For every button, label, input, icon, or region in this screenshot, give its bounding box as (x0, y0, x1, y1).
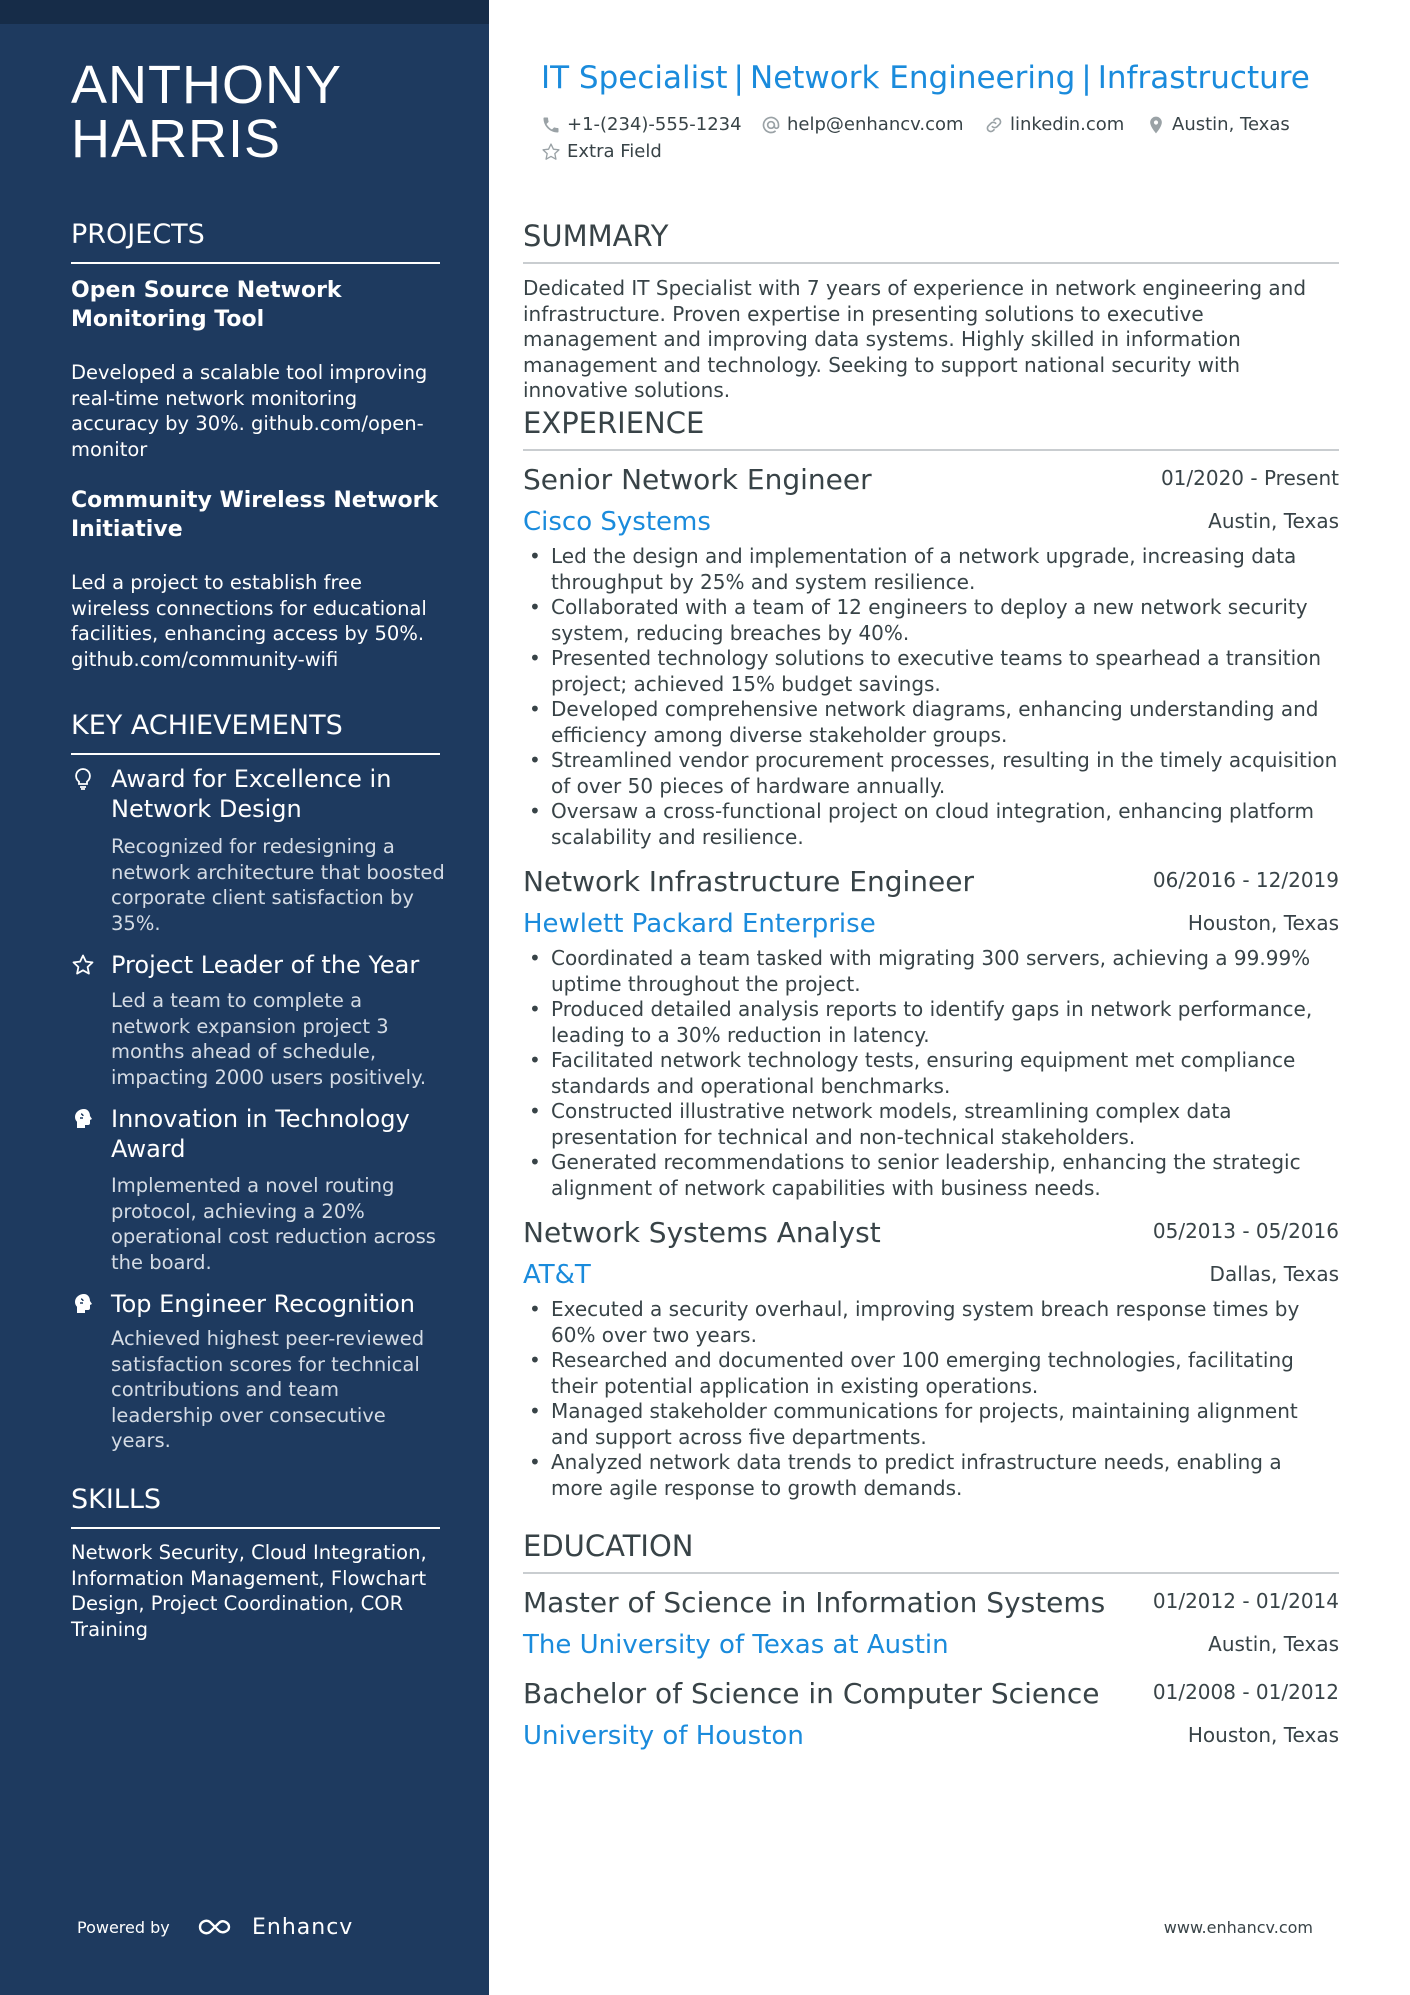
list-item: • Streamlined vendor procurement processes, resulting in the timely acquisition of over 50 pieces of hardware annually. (523, 748, 1339, 799)
education-degree: Master of Science in Information Systems (523, 1586, 1106, 1619)
sidebar (0, 0, 489, 1995)
achievement-description: Achieved highest peer-reviewed satisfaction scores for technical contributions and team leadership over consecutive years. (111, 1327, 425, 1452)
location-pin-icon (1146, 115, 1166, 135)
list-item: • Coordinated a team tasked with migrating 300 servers, achieving a 99.99% uptime throughout the project. (523, 946, 1339, 997)
headline-part: Network Engineering (750, 60, 1076, 96)
list-item: • Generated recommendations to senior leadership, enhancing the strategic alignment of network capabilities with business needs. (523, 1150, 1339, 1201)
website-link[interactable]: www.enhancv.com (1163, 1918, 1313, 1937)
contact-location (1146, 113, 1290, 137)
last-name: HARRIS (71, 109, 282, 169)
job-bullets (523, 946, 1339, 1201)
enhancv-logo[interactable] (196, 1912, 353, 1942)
achievements-heading: KEY ACHIEVEMENTS (71, 709, 440, 755)
list-item: • Researched and documented over 100 emerging technologies, facilitating their potential application in existing operations. (523, 1348, 1339, 1399)
education-dates: 01/2012 - 01/2014 (1152, 1589, 1339, 1613)
job-dates: 05/2013 - 05/2016 (1152, 1219, 1339, 1243)
job-location: Dallas, Texas (1209, 1262, 1339, 1286)
list-item: • Produced detailed analysis reports to identify gaps in network performance, leading to a 30% reduction in latency. (523, 997, 1339, 1048)
job-bullets (523, 1297, 1339, 1501)
email-text: help@enhancv.com (787, 114, 964, 135)
list-item: • Led the design and implementation of a network upgrade, increasing data throughput by 25% and system resilience. (523, 544, 1339, 595)
list-item: • Facilitated network technology tests, ensuring equipment met compliance standards and operational benchmarks. (523, 1048, 1339, 1099)
contact-phone[interactable] (541, 113, 742, 137)
education-dates: 01/2008 - 01/2012 (1152, 1680, 1339, 1704)
job-company[interactable]: AT&T (523, 1260, 591, 1290)
experience-heading: EXPERIENCE (523, 405, 1339, 451)
job-role: Network Infrastructure Engineer (523, 865, 975, 898)
powered-by-label: Powered by (77, 1918, 170, 1937)
brand-name: Enhancv (252, 1914, 354, 1940)
headline-separator: | (1081, 60, 1092, 96)
projects-heading: PROJECTS (71, 218, 440, 264)
job-role: Senior Network Engineer (523, 463, 872, 496)
education-location: Houston, Texas (1187, 1723, 1339, 1747)
contact-email[interactable] (761, 113, 964, 137)
headline-part: IT Specialist (541, 60, 728, 96)
list-item: • Developed comprehensive network diagrams, enhancing understanding and efficiency among diverse stakeholder groups. (523, 697, 1339, 748)
summary-text: Dedicated IT Specialist with 7 years of experience in network engineering and infrastructure. Proven expertise in presenting solutions to executive management and improving data systems. Highly skilled in information management and technology. Seeking to support national security with innovative solutions. (523, 276, 1307, 402)
job-dates: 06/2016 - 12/2019 (1152, 868, 1339, 892)
job-role: Network Systems Analyst (523, 1216, 881, 1249)
education-location: Austin, Texas (1208, 1632, 1339, 1656)
list-item: • Collaborated with a team of 12 engineers to deploy a new network security system, reducing breaches by 40%. (523, 595, 1339, 646)
brain-icon (71, 1107, 95, 1131)
brain-icon (71, 1292, 95, 1316)
star-icon (541, 142, 561, 162)
phone-text: +1-(234)-555-1234 (567, 114, 742, 135)
list-item: • Analyzed network data trends to predict infrastructure needs, enabling a more agile response to growth demands. (523, 1450, 1339, 1501)
skills-list: Network Security, Cloud Integration, Information Management, Flowchart Design, Project Coordination, COR Training (71, 1541, 427, 1641)
contact-extra (541, 140, 662, 164)
list-item: • Oversaw a cross-functional project on cloud integration, enhancing platform scalability and resilience. (523, 799, 1339, 850)
phone-icon (541, 115, 561, 135)
headline-part: Infrastructure (1097, 60, 1310, 96)
contact-linkedin[interactable] (984, 113, 1124, 137)
achievement-title: Project Leader of the Year (111, 951, 420, 979)
candidate-name (71, 55, 451, 169)
education-degree: Bachelor of Science in Computer Science (523, 1677, 1100, 1710)
linkedin-text: linkedin.com (1010, 114, 1125, 135)
list-item: • Managed stakeholder communications for projects, maintaining alignment and support across five departments. (523, 1399, 1339, 1450)
headline (541, 58, 1310, 98)
sidebar-top-bar (0, 0, 489, 24)
first-name: ANTHONY (71, 55, 343, 115)
list-item: • Constructed illustrative network models, streamlining complex data presentation for technical and non-technical stakeholders. (523, 1099, 1339, 1150)
education-school[interactable]: University of Houston (523, 1721, 804, 1751)
job-bullets (523, 544, 1339, 850)
job-dates: 01/2020 - Present (1160, 466, 1339, 490)
list-item: • Presented technology solutions to executive teams to spearhead a transition project; achieved 15% budget savings. (523, 646, 1339, 697)
star-icon (71, 953, 95, 977)
achievement-title: Top Engineer Recognition (111, 1290, 415, 1318)
headline-separator: | (733, 60, 744, 96)
achievement-title: Innovation in Technology Award (111, 1105, 410, 1163)
project-name: Open Source Network Monitoring Tool (71, 278, 342, 332)
achievement-description: Recognized for redesigning a network architecture that boosted corporate client satisfaction by 35%. (111, 835, 445, 935)
achievement-title: Award for Excellence in Network Design (111, 765, 392, 823)
extra-field-text: Extra Field (567, 141, 662, 162)
summary-heading: SUMMARY (523, 218, 1339, 264)
at-icon (761, 115, 781, 135)
job-location: Austin, Texas (1208, 509, 1339, 533)
project-description: Developed a scalable tool improving real-time network monitoring accuracy by 30%. github.com/open-monitor (71, 361, 428, 461)
project-description: Led a project to establish free wireless connections for educational facilities, enhancing access by 50%. github.com/community-wifi (71, 571, 427, 671)
job-company[interactable]: Cisco Systems (523, 507, 711, 537)
lightbulb-icon (71, 767, 95, 791)
job-company[interactable]: Hewlett Packard Enterprise (523, 909, 876, 939)
education-school[interactable]: The University of Texas at Austin (523, 1630, 949, 1660)
infinity-icon (196, 1914, 242, 1940)
achievement-description: Implemented a novel routing protocol, achieving a 20% operational cost reduction across the board. (111, 1174, 436, 1274)
list-item: • Executed a security overhaul, improving system breach response times by 60% over two years. (523, 1297, 1339, 1348)
link-icon (984, 115, 1004, 135)
education-heading: EDUCATION (523, 1528, 1339, 1574)
achievement-description: Led a team to complete a network expansion project 3 months ahead of schedule, impacting 2000 users positively. (111, 989, 427, 1089)
location-text: Austin, Texas (1172, 114, 1290, 135)
skills-heading: SKILLS (71, 1483, 440, 1529)
job-location: Houston, Texas (1187, 911, 1339, 935)
project-name: Community Wireless Network Initiative (71, 488, 439, 542)
